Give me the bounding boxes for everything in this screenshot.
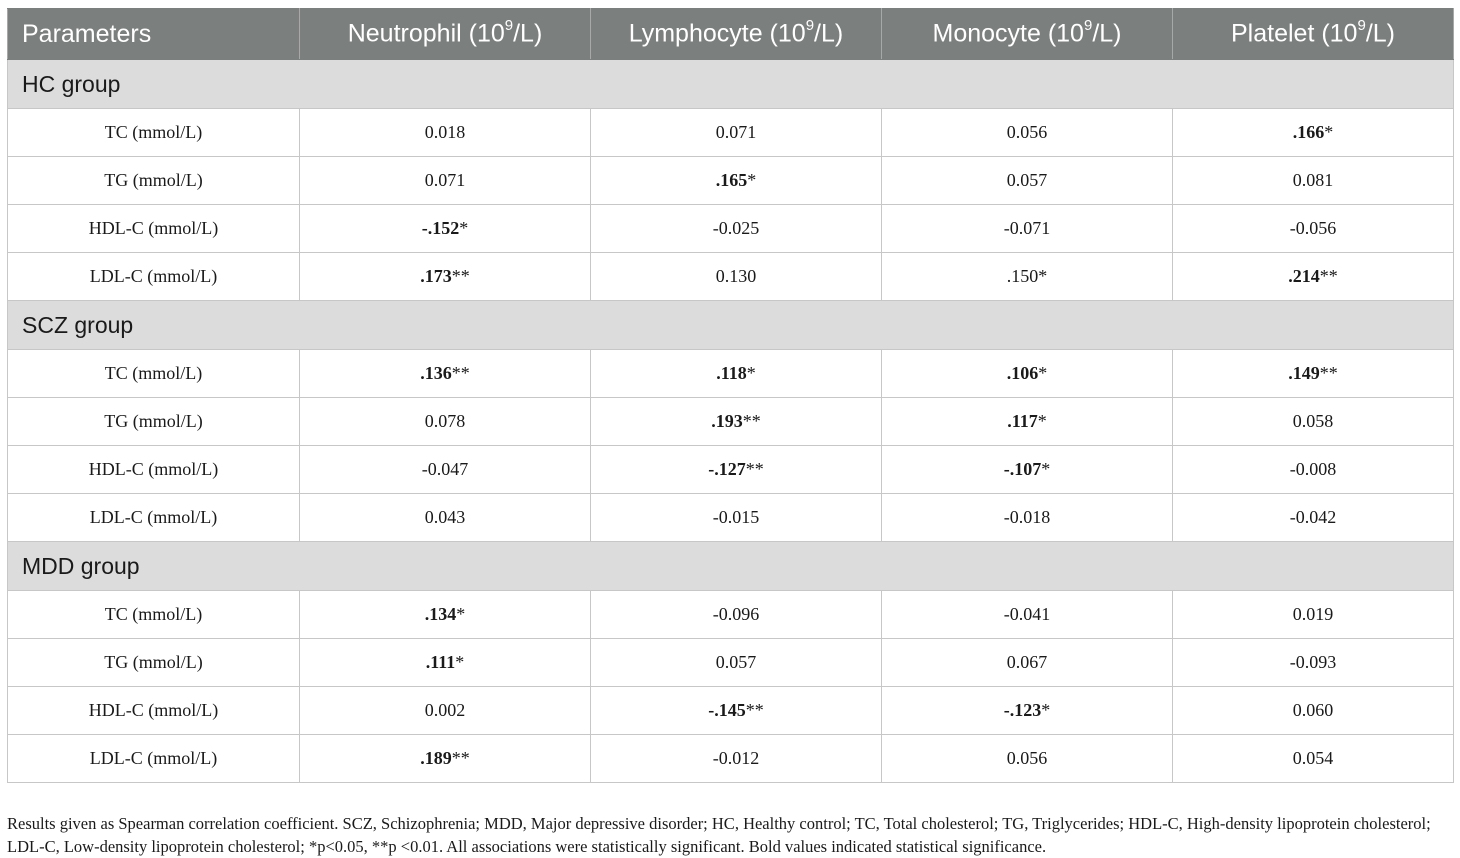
- coefficient-value: -0.008: [1289, 459, 1337, 479]
- value-cell: [1173, 446, 1454, 494]
- parameter-cell: LDL-C (mmol/L): [8, 494, 300, 542]
- coefficient-value: .149: [1288, 363, 1320, 383]
- correlation-table-container: [7, 8, 1453, 783]
- table-header: [8, 9, 1454, 60]
- parameter-cell: TC (mmol/L): [8, 109, 300, 157]
- header-unit: /L): [1365, 19, 1395, 48]
- table-row: [8, 205, 1454, 253]
- coefficient-value: .173: [420, 266, 452, 286]
- group-row: [8, 60, 1454, 109]
- value-cell: [300, 687, 591, 735]
- header-superscript: 9: [805, 17, 815, 35]
- group-label: HC group: [8, 60, 1454, 109]
- significance-marker: **: [745, 700, 764, 720]
- coefficient-value: .136: [420, 363, 452, 383]
- significance-marker: *: [1041, 700, 1051, 720]
- coefficient-value: .214: [1288, 266, 1320, 286]
- coefficient-value: .134: [424, 604, 457, 624]
- coefficient-value: 0.130: [715, 266, 757, 286]
- parameter-cell: HDL-C (mmol/L): [8, 446, 300, 494]
- value-cell: [591, 398, 882, 446]
- value-cell: [882, 157, 1173, 205]
- coefficient-value: .166: [1292, 122, 1325, 142]
- table-row: [8, 109, 1454, 157]
- value-cell: [300, 157, 591, 205]
- header-label: Neutrophil (10: [347, 19, 505, 48]
- coefficient-value: -0.012: [712, 748, 760, 768]
- value-cell: [591, 109, 882, 157]
- group-row: [8, 301, 1454, 350]
- value-cell: [591, 350, 882, 398]
- significance-marker: **: [1319, 363, 1338, 383]
- coefficient-value: -0.056: [1289, 218, 1337, 238]
- significance-marker: *: [459, 218, 469, 238]
- value-cell: [882, 591, 1173, 639]
- coefficient-value: -0.071: [1003, 218, 1051, 238]
- coefficient-value: -0.018: [1003, 507, 1051, 527]
- table-row: [8, 446, 1454, 494]
- value-cell: [300, 591, 591, 639]
- value-cell: [300, 494, 591, 542]
- value-cell: [591, 735, 882, 783]
- significance-marker: **: [742, 411, 761, 431]
- value-cell: [300, 639, 591, 687]
- value-cell: [1173, 157, 1454, 205]
- value-cell: [1173, 735, 1454, 783]
- coefficient-value: 0.078: [424, 411, 466, 431]
- value-cell: [591, 446, 882, 494]
- value-cell: [300, 446, 591, 494]
- value-cell: [1173, 109, 1454, 157]
- coefficient-value: 0.081: [1292, 170, 1334, 190]
- significance-marker: **: [451, 266, 470, 286]
- parameter-cell: HDL-C (mmol/L): [8, 205, 300, 253]
- table-row: [8, 398, 1454, 446]
- value-cell: [591, 639, 882, 687]
- significance-marker: *: [1041, 459, 1051, 479]
- header-superscript: 9: [1083, 17, 1093, 35]
- significance-marker: *: [1038, 363, 1048, 383]
- table-row: [8, 494, 1454, 542]
- significance-marker: *: [746, 363, 756, 383]
- parameter-cell: TG (mmol/L): [8, 639, 300, 687]
- coefficient-value: 0.057: [715, 652, 757, 672]
- header-unit: /L): [814, 19, 844, 48]
- significance-marker: **: [451, 363, 470, 383]
- coefficient-value: -.127: [708, 459, 746, 479]
- value-cell: [1173, 687, 1454, 735]
- coefficient-value: 0.056: [1006, 122, 1048, 142]
- header-superscript: 9: [1357, 17, 1366, 35]
- group-label: SCZ group: [8, 301, 1454, 350]
- coefficient-value: .117: [1007, 411, 1038, 431]
- coefficient-value: 0.043: [424, 507, 466, 527]
- coefficient-value: 0.054: [1292, 748, 1334, 768]
- parameter-cell: TC (mmol/L): [8, 350, 300, 398]
- value-cell: [1173, 591, 1454, 639]
- group-row: [8, 542, 1454, 591]
- value-cell: [1173, 205, 1454, 253]
- value-cell: [1173, 398, 1454, 446]
- coefficient-value: 0.060: [1292, 700, 1334, 720]
- coefficient-value: -.123: [1003, 700, 1042, 720]
- header-platelet: [1173, 9, 1454, 60]
- coefficient-value: .193: [711, 411, 743, 431]
- header-label: Lymphocyte (10: [628, 19, 806, 48]
- value-cell: [1173, 639, 1454, 687]
- significance-marker: **: [745, 459, 764, 479]
- value-cell: [300, 350, 591, 398]
- value-cell: [591, 205, 882, 253]
- coefficient-value: 0.067: [1006, 652, 1048, 672]
- value-cell: [1173, 494, 1454, 542]
- significance-marker: *: [1324, 122, 1334, 142]
- header-row: [8, 9, 1454, 60]
- parameter-cell: LDL-C (mmol/L): [8, 735, 300, 783]
- group-label: MDD group: [8, 542, 1454, 591]
- coefficient-value: -0.041: [1003, 604, 1051, 624]
- significance-marker: *: [456, 604, 466, 624]
- header-monocyte: [882, 9, 1173, 60]
- parameter-cell: TC (mmol/L): [8, 591, 300, 639]
- value-cell: [882, 398, 1173, 446]
- coefficient-value: .111: [425, 652, 456, 672]
- value-cell: [300, 398, 591, 446]
- parameter-cell: HDL-C (mmol/L): [8, 687, 300, 735]
- table-footnote: Results given as Spearman correlation coefficient. SCZ, Schizophrenia; MDD, Major depressive disorder; HC, Healthy control; TC, Total cholesterol; TG, Triglycerides; HDL-C, High-density lipoprotein cholesterol; LDL-C, Low-density lipoprotein cholesterol; *p<0.05, **p <0.01. All associations were statistically significant. Bold values indicated statistical significance.: [7, 813, 1431, 856]
- coefficient-value: .106: [1006, 363, 1039, 383]
- coefficient-value: -0.025: [712, 218, 760, 238]
- value-cell: [882, 253, 1173, 301]
- value-cell: [882, 687, 1173, 735]
- value-cell: [882, 350, 1173, 398]
- coefficient-value: -0.015: [712, 507, 760, 527]
- value-cell: [1173, 253, 1454, 301]
- value-cell: [591, 687, 882, 735]
- value-cell: [591, 157, 882, 205]
- header-label: Platelet (10: [1231, 19, 1358, 48]
- coefficient-value: 0.002: [424, 700, 466, 720]
- value-cell: [882, 639, 1173, 687]
- value-cell: [591, 494, 882, 542]
- value-cell: [300, 109, 591, 157]
- significance-marker: *: [1037, 411, 1047, 431]
- coefficient-value: .150: [1006, 266, 1039, 286]
- value-cell: [591, 591, 882, 639]
- value-cell: [1173, 350, 1454, 398]
- coefficient-value: -.152: [421, 218, 460, 238]
- value-cell: [300, 205, 591, 253]
- significance-marker: *: [455, 652, 465, 672]
- coefficient-value: -0.042: [1289, 507, 1337, 527]
- header-lymphocyte: [591, 9, 882, 60]
- table-row: [8, 253, 1454, 301]
- value-cell: [882, 205, 1173, 253]
- value-cell: [300, 735, 591, 783]
- significance-marker: *: [1038, 266, 1048, 286]
- coefficient-value: 0.057: [1006, 170, 1048, 190]
- table-row: [8, 157, 1454, 205]
- coefficient-value: -.107: [1003, 459, 1042, 479]
- value-cell: [300, 253, 591, 301]
- table-row: [8, 687, 1454, 735]
- significance-marker: **: [1319, 266, 1338, 286]
- header-label: Monocyte (10: [932, 19, 1084, 48]
- parameter-cell: TG (mmol/L): [8, 157, 300, 205]
- coefficient-value: .165: [715, 170, 748, 190]
- header-neutrophil: [300, 9, 591, 60]
- table-body: [8, 60, 1454, 783]
- coefficient-value: -0.047: [421, 459, 469, 479]
- header-parameters: [8, 9, 300, 60]
- coefficient-value: 0.056: [1006, 748, 1048, 768]
- value-cell: [882, 446, 1173, 494]
- coefficient-value: 0.071: [424, 170, 466, 190]
- correlation-table: [7, 8, 1454, 783]
- coefficient-value: -0.093: [1289, 652, 1337, 672]
- coefficient-value: -0.096: [712, 604, 760, 624]
- coefficient-value: 0.019: [1292, 604, 1334, 624]
- table-row: [8, 591, 1454, 639]
- table-row: [8, 639, 1454, 687]
- header-unit: /L): [1092, 19, 1122, 48]
- header-label: Parameters: [22, 19, 152, 48]
- coefficient-value: -.145: [708, 700, 746, 720]
- value-cell: [591, 253, 882, 301]
- coefficient-value: 0.058: [1292, 411, 1334, 431]
- parameter-cell: LDL-C (mmol/L): [8, 253, 300, 301]
- value-cell: [882, 494, 1173, 542]
- value-cell: [882, 109, 1173, 157]
- parameter-cell: TG (mmol/L): [8, 398, 300, 446]
- coefficient-value: 0.018: [424, 122, 466, 142]
- significance-marker: *: [747, 170, 757, 190]
- table-row: [8, 350, 1454, 398]
- table-row: [8, 735, 1454, 783]
- coefficient-value: .118: [716, 363, 747, 383]
- significance-marker: **: [451, 748, 470, 768]
- value-cell: [882, 735, 1173, 783]
- coefficient-value: 0.071: [715, 122, 757, 142]
- header-superscript: 9: [504, 17, 514, 35]
- header-unit: /L): [513, 19, 543, 48]
- coefficient-value: .189: [420, 748, 452, 768]
